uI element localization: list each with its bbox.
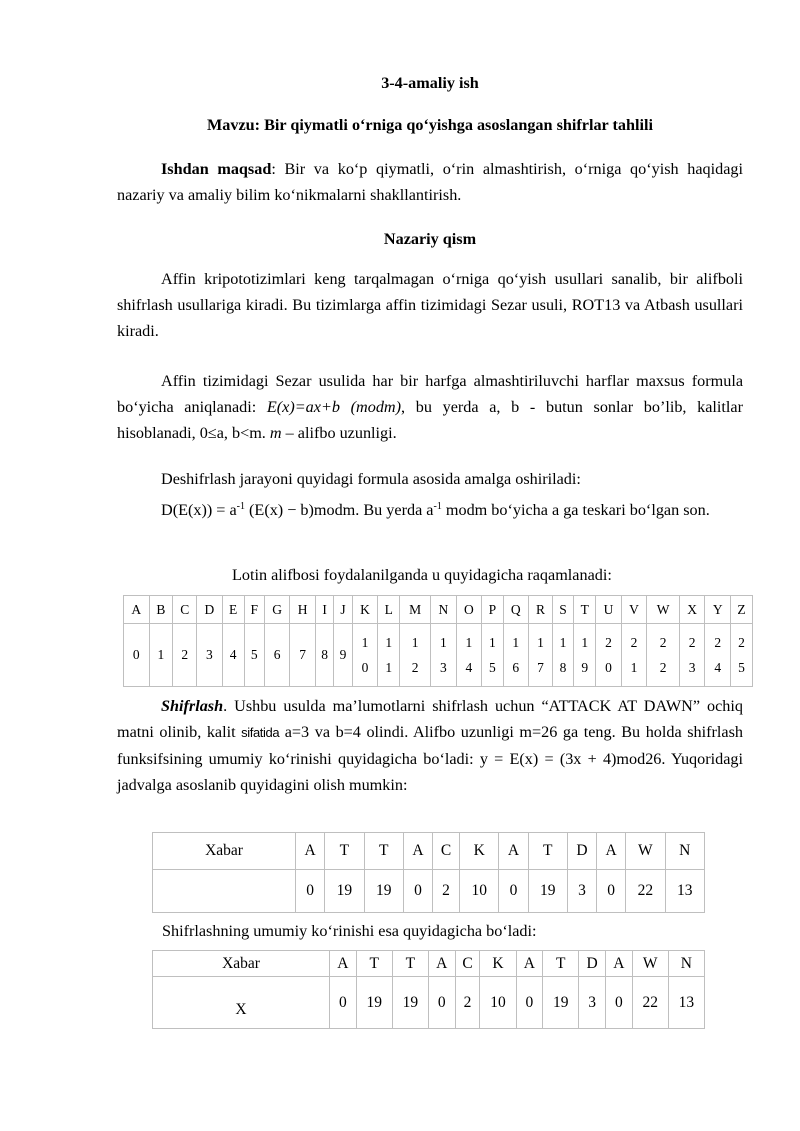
alphabet-number-cell xyxy=(431,624,457,687)
encryption-value-cell: 22 xyxy=(632,977,668,1029)
alphabet-number-cell xyxy=(529,624,553,687)
message-letter-cell: C xyxy=(433,833,460,870)
formula-encrypt: E(x)=ax+b (modm) xyxy=(266,398,402,416)
alphabet-letter-cell: S xyxy=(552,596,573,624)
alphabet-number: 22 xyxy=(659,634,667,675)
alphabet-number-cell: 3 xyxy=(197,624,223,687)
encryption-letter-cell: C xyxy=(455,951,480,977)
alphabet-number: 13 xyxy=(439,634,447,675)
paragraph-3-text: Deshifrlash jarayoni quyidagi formula asosida amalga oshiriladi: xyxy=(161,470,581,488)
alphabet-number-cell xyxy=(730,624,752,687)
alphabet-letter-cell: D xyxy=(197,596,223,624)
encryption-value-cell: 19 xyxy=(356,977,392,1029)
message-value-cell: 22 xyxy=(626,870,665,913)
message-value-cell: 19 xyxy=(364,870,403,913)
alphabet-number: 16 xyxy=(512,634,520,675)
alphabet-number-cell xyxy=(679,624,705,687)
message-value-cell: 3 xyxy=(567,870,596,913)
message-letters-row xyxy=(153,833,705,870)
alphabet-number-cell xyxy=(400,624,431,687)
alphabet-letter-cell: W xyxy=(647,596,680,624)
alphabet-number-cell xyxy=(552,624,573,687)
alphabet-letter-cell: U xyxy=(596,596,622,624)
alphabet-letter-cell: E xyxy=(222,596,244,624)
encryption-letter-cell: A xyxy=(606,951,633,977)
alphabet-table xyxy=(123,595,753,687)
alphabet-letter-cell: K xyxy=(352,596,378,624)
alphabet-letter-cell: R xyxy=(529,596,553,624)
message-value-cell: 0 xyxy=(499,870,528,913)
para2-text-c: – alifbo uzunligi. xyxy=(281,424,397,442)
message-letter-cell: A xyxy=(499,833,528,870)
superscript-1: -1 xyxy=(236,501,245,512)
alphabet-numbers-row xyxy=(124,624,753,687)
alphabet-number-cell xyxy=(482,624,503,687)
alphabet-letter-cell: F xyxy=(244,596,264,624)
alphabet-number-cell: 9 xyxy=(334,624,352,687)
alphabet-number-cell xyxy=(456,624,482,687)
para4-text-b: (E(x) − b)modm. Bu yerda a xyxy=(245,501,434,519)
alphabet-number-cell: 6 xyxy=(264,624,290,687)
theory-heading: Nazariy qism xyxy=(383,230,477,248)
alphabet-number: 18 xyxy=(559,634,567,675)
alphabet-number-cell: 8 xyxy=(315,624,333,687)
alphabet-number-cell xyxy=(503,624,529,687)
alphabet-number: 23 xyxy=(688,634,696,675)
encryption-letter-cell: W xyxy=(632,951,668,977)
message-value-cell: 2 xyxy=(433,870,460,913)
message-values-row xyxy=(153,870,705,913)
alphabet-number: 17 xyxy=(537,634,544,675)
encryption-value-cell: 19 xyxy=(392,977,428,1029)
paragraph-4 xyxy=(117,497,743,523)
xabar-label-cell: Xabar xyxy=(153,951,330,977)
message-value-cell: 19 xyxy=(325,870,364,913)
message-value-cell: 0 xyxy=(296,870,325,913)
alphabet-number: 20 xyxy=(605,634,612,675)
encryption-value-cell: 0 xyxy=(516,977,543,1029)
message-letter-cell: N xyxy=(665,833,704,870)
alphabet-letter-cell: B xyxy=(149,596,173,624)
topic-title: Mavzu: Bir qiymatli o‘rniga qo‘yishga asoslangan shifrlar tahlili xyxy=(207,116,653,134)
alphabet-letter-cell: M xyxy=(400,596,431,624)
alphabet-letter-cell: P xyxy=(482,596,503,624)
alphabet-number: 25 xyxy=(738,634,745,675)
alphabet-letter-cell: O xyxy=(456,596,482,624)
latin-line xyxy=(232,562,752,588)
var-m: m xyxy=(269,424,282,442)
alphabet-number-cell: 2 xyxy=(173,624,197,687)
encryption-letters-row xyxy=(153,951,705,977)
alphabet-number: 19 xyxy=(581,634,589,675)
document-heading: 3-4-amaliy ish xyxy=(381,74,479,92)
encryption-table xyxy=(152,950,705,1029)
encryption-value-cell: 0 xyxy=(428,977,455,1029)
alphabet-letter-cell: N xyxy=(431,596,457,624)
message-letter-cell: K xyxy=(460,833,499,870)
message-letter-cell: A xyxy=(403,833,432,870)
paragraph-1-text: Affin kripototizimlari keng tarqalmagan o‘rniga qo‘yish usullari sanalib, bir alifboli shifrlash usullariga kiradi. Bu tizimlarga affin tizimidagi Sezar usuli, ROT13 va Atbash usullari kiradi. xyxy=(117,270,743,340)
encryption-letter-cell: A xyxy=(516,951,543,977)
alphabet-letter-cell: Y xyxy=(705,596,731,624)
alphabet-number-cell xyxy=(596,624,622,687)
alphabet-number-cell xyxy=(621,624,647,687)
latin-line-text: Lotin alifbosi foydalanilganda u quyidagicha raqamlanadi: xyxy=(232,566,612,584)
alphabet-letters-row xyxy=(124,596,753,624)
alphabet-number: 14 xyxy=(465,634,473,675)
shifrlash-text-2: a=3 va b=4 olindi. Alifbo uzunligi m=26 ga teng. Bu holda shifrlash funksifsining umumiy ko‘rinishi quyidagicha bo‘ladi: y = E(x) = (3x + 4)mod26. Yuqoridagi jadvalga asoslanib quyidagini olish mumkin: xyxy=(117,723,743,794)
alphabet-number-cell xyxy=(352,624,378,687)
alphabet-number: 10 xyxy=(361,634,369,675)
encryption-letter-cell: T xyxy=(543,951,579,977)
encryption-value-cell: 13 xyxy=(668,977,704,1029)
paragraph-1 xyxy=(117,266,743,344)
message-value-cell: 0 xyxy=(403,870,432,913)
message-letter-cell: A xyxy=(597,833,626,870)
encryption-value-cell: 3 xyxy=(579,977,606,1029)
x-label-cell: X xyxy=(153,977,330,1029)
message-letter-cell: D xyxy=(567,833,596,870)
para2-text-a: Affin tizimidagi Sezar usulida har bir harfga almashtiriluvchi harflar maxsus formula bo‘yicha aniqlanadi: xyxy=(117,372,743,416)
encryption-value-cell: 2 xyxy=(455,977,480,1029)
encryption-letter-cell: N xyxy=(668,951,704,977)
encryption-value-cell: 0 xyxy=(330,977,357,1029)
shifrlash-text: . Ushbu usulda ma’lumotlarni shifrlash uchun “ATTACK AT DAWN” ochiq matni olinib, kalit xyxy=(117,697,743,741)
encryption-value-cell: 19 xyxy=(543,977,579,1029)
encryption-value-cell: 10 xyxy=(480,977,516,1029)
alphabet-number-cell: 0 xyxy=(124,624,150,687)
alphabet-number-cell: 5 xyxy=(244,624,264,687)
alphabet-number-cell xyxy=(647,624,680,687)
alphabet-letter-cell: L xyxy=(378,596,400,624)
para4-text-c: modm bo‘yicha a ga teskari bo‘lgan son. xyxy=(441,501,710,519)
para2-text-b: , bu yerda a, b - butun sonlar bo’lib, kalitlar hisoblanadi, 0≤a, b<m. xyxy=(117,398,743,442)
encryption-letter-cell: T xyxy=(392,951,428,977)
message-value-cell: 10 xyxy=(460,870,499,913)
message-letter-cell: T xyxy=(528,833,567,870)
encryption-letter-cell: T xyxy=(356,951,392,977)
empty-label-cell xyxy=(153,870,296,913)
encryption-letter-cell: A xyxy=(330,951,357,977)
message-value-cell: 13 xyxy=(665,870,704,913)
message-letter-cell: W xyxy=(626,833,665,870)
goal-paragraph xyxy=(117,156,743,208)
paragraph-3 xyxy=(117,466,743,492)
alphabet-letter-cell: V xyxy=(621,596,647,624)
message-letter-cell: A xyxy=(296,833,325,870)
alphabet-letter-cell: H xyxy=(290,596,316,624)
alphabet-letter-cell: C xyxy=(173,596,197,624)
alphabet-letter-cell: Q xyxy=(503,596,529,624)
encryption-letter-cell: K xyxy=(480,951,516,977)
alphabet-number: 12 xyxy=(411,634,419,675)
alphabet-number-cell: 1 xyxy=(149,624,173,687)
alphabet-letter-cell: T xyxy=(574,596,596,624)
message-value-cell: 19 xyxy=(528,870,567,913)
superscript-2: -1 xyxy=(433,501,442,512)
encryption-values-row xyxy=(153,977,705,1029)
para4-text-a: D(E(x)) = a xyxy=(161,501,237,519)
goal-text: : Bir va ko‘p qiymatli, o‘rin almashtirish, o‘rniga qo‘yish haqidagi nazariy va amaliy bilim ko‘nikmalarni shakllantirish. xyxy=(117,160,743,204)
alphabet-number: 21 xyxy=(630,634,638,675)
xabar-label-cell: Xabar xyxy=(153,833,296,870)
message-value-cell: 0 xyxy=(597,870,626,913)
alphabet-number-cell: 7 xyxy=(290,624,316,687)
alphabet-letter-cell: A xyxy=(124,596,150,624)
encryption-letter-cell: A xyxy=(428,951,455,977)
alphabet-letter-cell: I xyxy=(315,596,333,624)
alphabet-number-cell: 4 xyxy=(222,624,244,687)
alphabet-number: 11 xyxy=(385,634,393,675)
paragraph-2 xyxy=(117,368,743,446)
encryption-value-cell: 0 xyxy=(606,977,633,1029)
alphabet-letter-cell: X xyxy=(679,596,705,624)
alphabet-letter-cell: G xyxy=(264,596,290,624)
alphabet-number-cell xyxy=(574,624,596,687)
general-line xyxy=(162,918,742,944)
alphabet-number-cell xyxy=(378,624,400,687)
shifrlash-label: Shifrlash xyxy=(161,697,224,715)
goal-label: Ishdan maqsad xyxy=(161,160,272,178)
alphabet-letter-cell: Z xyxy=(730,596,752,624)
alphabet-number: 24 xyxy=(714,634,722,675)
alphabet-number: 15 xyxy=(488,634,496,675)
message-table xyxy=(152,832,705,913)
message-letter-cell: T xyxy=(364,833,403,870)
paragraph-shifrlash xyxy=(117,693,743,798)
message-letter-cell: T xyxy=(325,833,364,870)
shifrlash-sifatida: sifatida xyxy=(241,725,280,740)
general-line-text: Shifrlashning umumiy ko‘rinishi esa quyidagicha bo‘ladi: xyxy=(162,922,537,940)
encryption-letter-cell: D xyxy=(579,951,606,977)
alphabet-number-cell xyxy=(705,624,731,687)
alphabet-letter-cell: J xyxy=(334,596,352,624)
